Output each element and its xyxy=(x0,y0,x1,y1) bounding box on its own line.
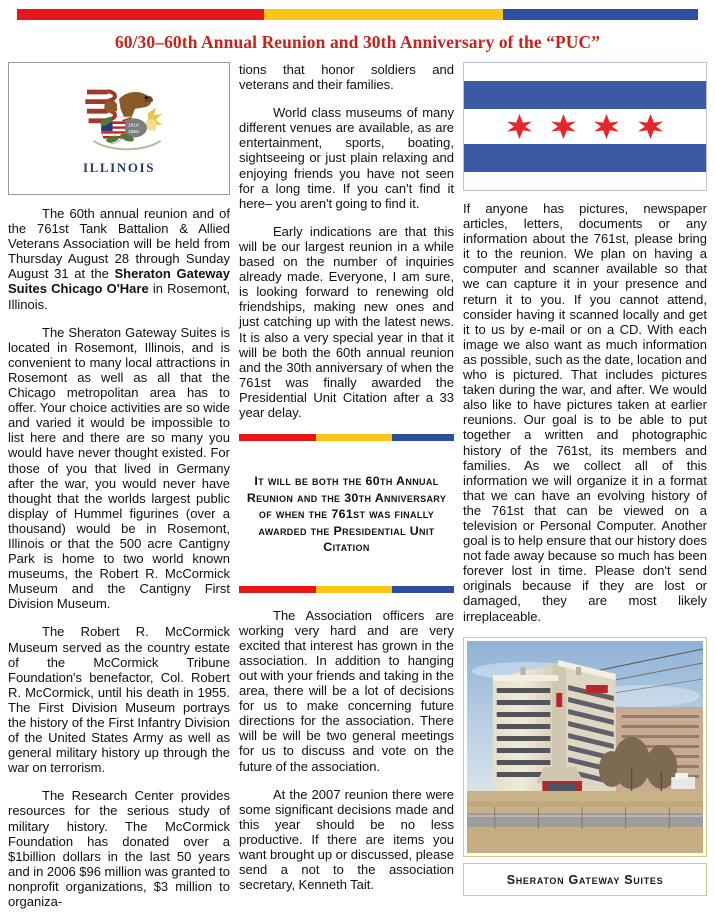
chicago-flag-stripe-white-top xyxy=(464,63,706,81)
rule-segment-yellow xyxy=(316,434,391,441)
chicago-flag-stripe-blue-bottom xyxy=(464,144,706,173)
illinois-flag-label: ILLINOIS xyxy=(82,160,156,175)
paragraph-research-center: The Research Center provides resources for the serious study of military history. The McCormick Foundation has donated over a $1billion dollars in the last 50 years and in 2006 $96 million was granted to nonprofit organizations, $3 million to organiza- xyxy=(8,788,230,910)
rule-segment-blue xyxy=(503,9,698,20)
rule-segment-blue xyxy=(392,434,454,441)
paragraph-2007-reunion: At the 2007 reunion there were some significant decisions made and this year should be no less productive. If there are items you want brought up or discussed, please send a not to the association secretary, Kenneth Tait. xyxy=(239,786,454,893)
masthead-tricolor-rule xyxy=(17,9,698,20)
right-column xyxy=(463,62,707,896)
rule-segment-red xyxy=(17,9,264,20)
hotel-exterior-photo xyxy=(467,641,703,853)
text-run: The 60th annual reunion and of the 761st Tank Battalion & Allied Veterans Association will be held from Thursday August 28 through Sunday August 31 at the xyxy=(8,206,230,282)
paragraph-mccormick-museum: The Robert R. McCormick Museum served as the country estate of the McCormick Tribune Foundation's benefactor, Col. Robert R. McCormick, until his death in 1955. The First Division Museum portrays the history of the First Infantry Division of the United States Army as well as general military history up through the war on terrorism. xyxy=(8,624,230,776)
chicago-flag-stripe-blue-top xyxy=(464,81,706,110)
pullquote-block xyxy=(239,434,454,593)
hotel-name-bold: Sheraton Gateway Suites Chicago O'Hare xyxy=(8,266,230,297)
illinois-state-seal-icon xyxy=(71,81,167,159)
page-title: 60/30–60th Annual Reunion and 30th Anniversary of the “PUC” xyxy=(114,32,601,52)
six-pointed-star-icon xyxy=(507,114,532,139)
chicago-flag-stripe-white-bottom xyxy=(464,172,706,190)
hotel-photo-caption-box xyxy=(463,863,707,896)
six-pointed-star-icon xyxy=(551,114,576,139)
chicago-flag-image xyxy=(463,62,707,191)
paragraph-hotel-location: The Sheraton Gateway Suites is located in Rosemont, Illinois, and is convenient to many local attractions in Rosemont as well as all that the Chicago metropolitan area has to offer. Your choice activities are so wide and varied it would be impossible to list here and there are so many you would have never thought existed. For those of you that lived in Germany after the war, you would never have thought that the worlds largest public display of Hummel figurines (over a thousand) would be in Rosemont, Illinois or that the 500 acre Cantigny Park is home to two world known museums, the Robert R. McCormick Museum and the Cantigny First Division Museum. xyxy=(8,324,230,612)
hotel-photo-frame xyxy=(463,637,707,857)
paragraph-association-officers: The Association officers are working very hard and are very excited that interest has grown in the association. In addition to hanging out with your friends and taking in the area, there will be a lot of decisions for us to make concerning future directions for the association. There will be will be two general meetings for us to discuss and vote on the future of the association. xyxy=(239,607,454,774)
svg-text:1818: 1818 xyxy=(128,123,139,129)
paragraph-reunion-announcement xyxy=(8,206,230,312)
paragraph-photo-request: If anyone has pictures, newspaper articles, letters, documents or any information about the 761st, please bring it to the reunion. We plan on having a computer and scanner available so that we can capture it in your presence and return it to you. If you cannot attend, consider having it scanned locally and get it to us by e-mail or on a CD. With each image we also want as much information as possible, such as the date, location and who is pictured. That includes pictures taken during the war, and after. We would also like to have pictures taken at earlier reunions. Our goal is to be able to put together a written and photographic history of the 761st, its members and families. As we collect all of this information we will organize it in a format that we can have an evolving history of the 761st that can be viewed on a television or Personal Computer. Another goal is to help ensure that our history does not fade away because so much has been forever lost in time. Please don't send originals because if they are lost or damaged, they are most likely irreplaceable. xyxy=(463,201,707,624)
illinois-flag-image xyxy=(8,62,230,195)
paragraph-early-indications: Early indications are that this will be our largest reunion in a while based on the number of inquiries already made. Everyone, I am sure, is looking forward to renewing old friendships, making new ones and just catching up with the latest news. It is also a very special year in that it will be both the 60th annual reunion and the 30th anniversary of when the 761st was finally awarded the Presidential Unit Citation after a 33 year delay. xyxy=(239,223,454,420)
pullquote-top-rule xyxy=(239,434,454,441)
svg-text:1868: 1868 xyxy=(128,129,139,135)
left-column xyxy=(8,62,239,922)
rule-segment-blue xyxy=(392,586,454,593)
paragraph-world-class-museums: World class museums of many different venues are available, as are entertainment, sports, boating, sightseeing or just plain relaxing and enjoying friends you have not seen for a long time. If you can't find it here– you aren't going to find it. xyxy=(239,105,454,211)
rule-segment-yellow xyxy=(316,586,391,593)
six-pointed-star-icon xyxy=(638,114,663,139)
newsletter-body xyxy=(0,62,715,922)
pullquote-bottom-rule xyxy=(239,586,454,593)
rule-segment-yellow xyxy=(264,9,503,20)
six-pointed-star-icon xyxy=(594,114,619,139)
chicago-flag-star-band xyxy=(464,109,706,143)
paragraph-continuation: tions that honor soldiers and veterans and their families. xyxy=(239,62,454,93)
text-run: in Rosemont, Illinois. xyxy=(8,281,230,312)
middle-column xyxy=(239,62,463,905)
rule-segment-red xyxy=(239,586,316,593)
rule-segment-red xyxy=(239,434,316,441)
hotel-photo-caption: Sheraton Gateway Suites xyxy=(506,872,664,887)
pullquote-text: It will be both the 60th Annual Reunion and the 30th Anniversary of when the 761st was finally awarded the Presidential Unit Citation xyxy=(246,474,447,555)
